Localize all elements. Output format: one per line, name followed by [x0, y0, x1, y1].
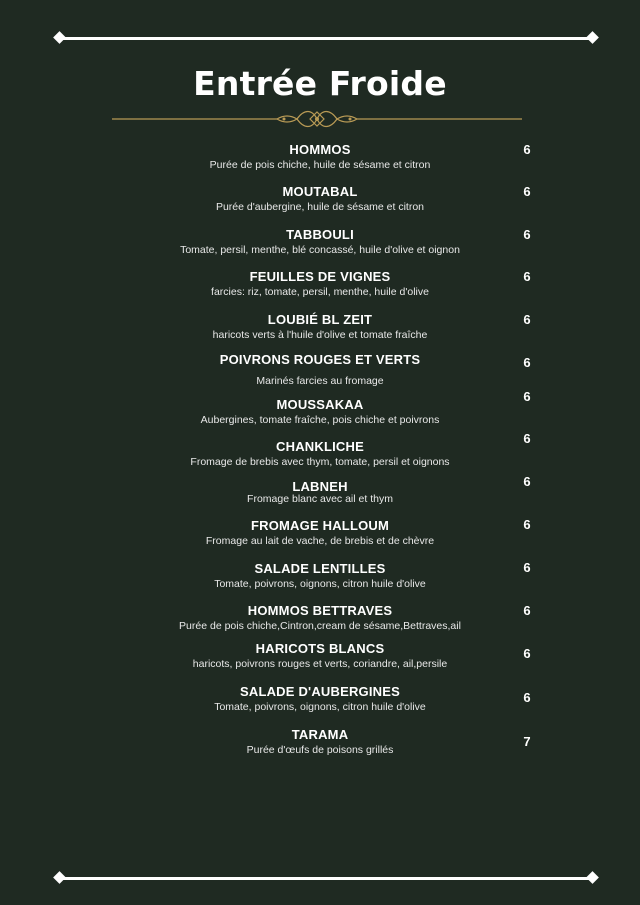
item-name: HOMMOS [289, 142, 351, 157]
menu-item [150, 561, 490, 591]
item-name: TARAMA [291, 727, 349, 742]
item-name: SALADE D'AUBERGINES [239, 684, 401, 699]
bottom-divider [60, 877, 592, 880]
item-description: Aubergines, tomate fraîche, pois chiche et poivrons [200, 414, 440, 426]
item-description: Purée d'aubergine, huile de sésame et citron [215, 201, 425, 213]
item-description: farcies: riz, tomate, persil, menthe, huile d'olive [211, 286, 429, 298]
item-price: 6 [523, 431, 531, 446]
item-description: Purée de pois chiche,Cintron,cream de sésame,Bettraves,ail [179, 620, 461, 632]
item-description: Tomate, persil, menthe, blé concassé, huile d'olive et oignon [180, 244, 460, 256]
diamond-left-icon [53, 31, 66, 44]
page-title: Entrée Froide [193, 64, 447, 103]
item-name: SALADE LENTILLES [254, 561, 386, 576]
item-name: LOUBIÉ BL ZEIT [267, 312, 373, 327]
menu-item [150, 479, 490, 506]
item-description: Fromage blanc avec ail et thym [247, 493, 393, 505]
item-description: haricots verts à l'huile d'olive et tomate fraîche [212, 329, 428, 341]
menu-item [150, 727, 490, 757]
item-name: MOUSSAKAA [276, 397, 364, 412]
item-price: 6 [523, 389, 531, 404]
item-name: LABNEH [292, 479, 348, 494]
item-name: FEUILLES DE VIGNES [249, 269, 391, 284]
item-description: Marinés farcies au fromage [256, 375, 384, 387]
item-price: 6 [523, 603, 531, 618]
ornament-divider-icon [112, 107, 522, 131]
item-name: POIVRONS ROUGES ET VERTS [219, 352, 421, 367]
item-description: haricots, poivrons rouges et verts, coriandre, ail,persile [192, 658, 448, 670]
item-price: 6 [523, 646, 531, 661]
diamond-left-icon [53, 871, 66, 884]
diamond-right-icon [586, 31, 599, 44]
item-name: HOMMOS BETTRAVES [247, 603, 393, 618]
item-price: 6 [523, 560, 531, 575]
menu-item [150, 227, 490, 257]
item-description: Fromage de brebis avec thym, tomate, persil et oignons [190, 456, 450, 468]
item-name: MOUTABAL [282, 184, 358, 199]
item-price: 6 [523, 474, 531, 489]
menu-item [150, 641, 490, 671]
menu-item [150, 518, 490, 548]
item-description: Tomate, poivrons, oignons, citron huile d'olive [214, 701, 426, 713]
item-price: 6 [523, 355, 531, 370]
menu-item [150, 352, 490, 388]
menu-item [150, 603, 490, 633]
item-description: Tomate, poivrons, oignons, citron huile d'olive [214, 578, 426, 590]
menu-item [150, 684, 490, 714]
menu-item [150, 184, 490, 214]
item-description: Purée d'œufs de poisons grillés [246, 744, 394, 756]
item-price: 6 [523, 227, 531, 242]
item-description: Purée de pois chiche, huile de sésame et citron [209, 159, 431, 171]
top-divider [60, 37, 592, 40]
menu-item [150, 312, 490, 342]
menu-item [150, 142, 490, 172]
item-price: 6 [523, 690, 531, 705]
item-price: 6 [523, 142, 531, 157]
item-name: HARICOTS BLANCS [255, 641, 385, 656]
menu-item [150, 269, 490, 299]
menu-item [150, 397, 490, 427]
item-price: 7 [523, 734, 531, 749]
menu-item [150, 439, 490, 469]
item-name: CHANKLICHE [276, 439, 364, 454]
item-price: 6 [523, 184, 531, 199]
item-description: Fromage au lait de vache, de brebis et de chèvre [205, 535, 435, 547]
item-name: FROMAGE HALLOUM [250, 518, 390, 533]
diamond-right-icon [586, 871, 599, 884]
item-name: TABBOULI [286, 227, 354, 242]
item-price: 6 [523, 269, 531, 284]
item-price: 6 [523, 517, 531, 532]
item-price: 6 [523, 312, 531, 327]
